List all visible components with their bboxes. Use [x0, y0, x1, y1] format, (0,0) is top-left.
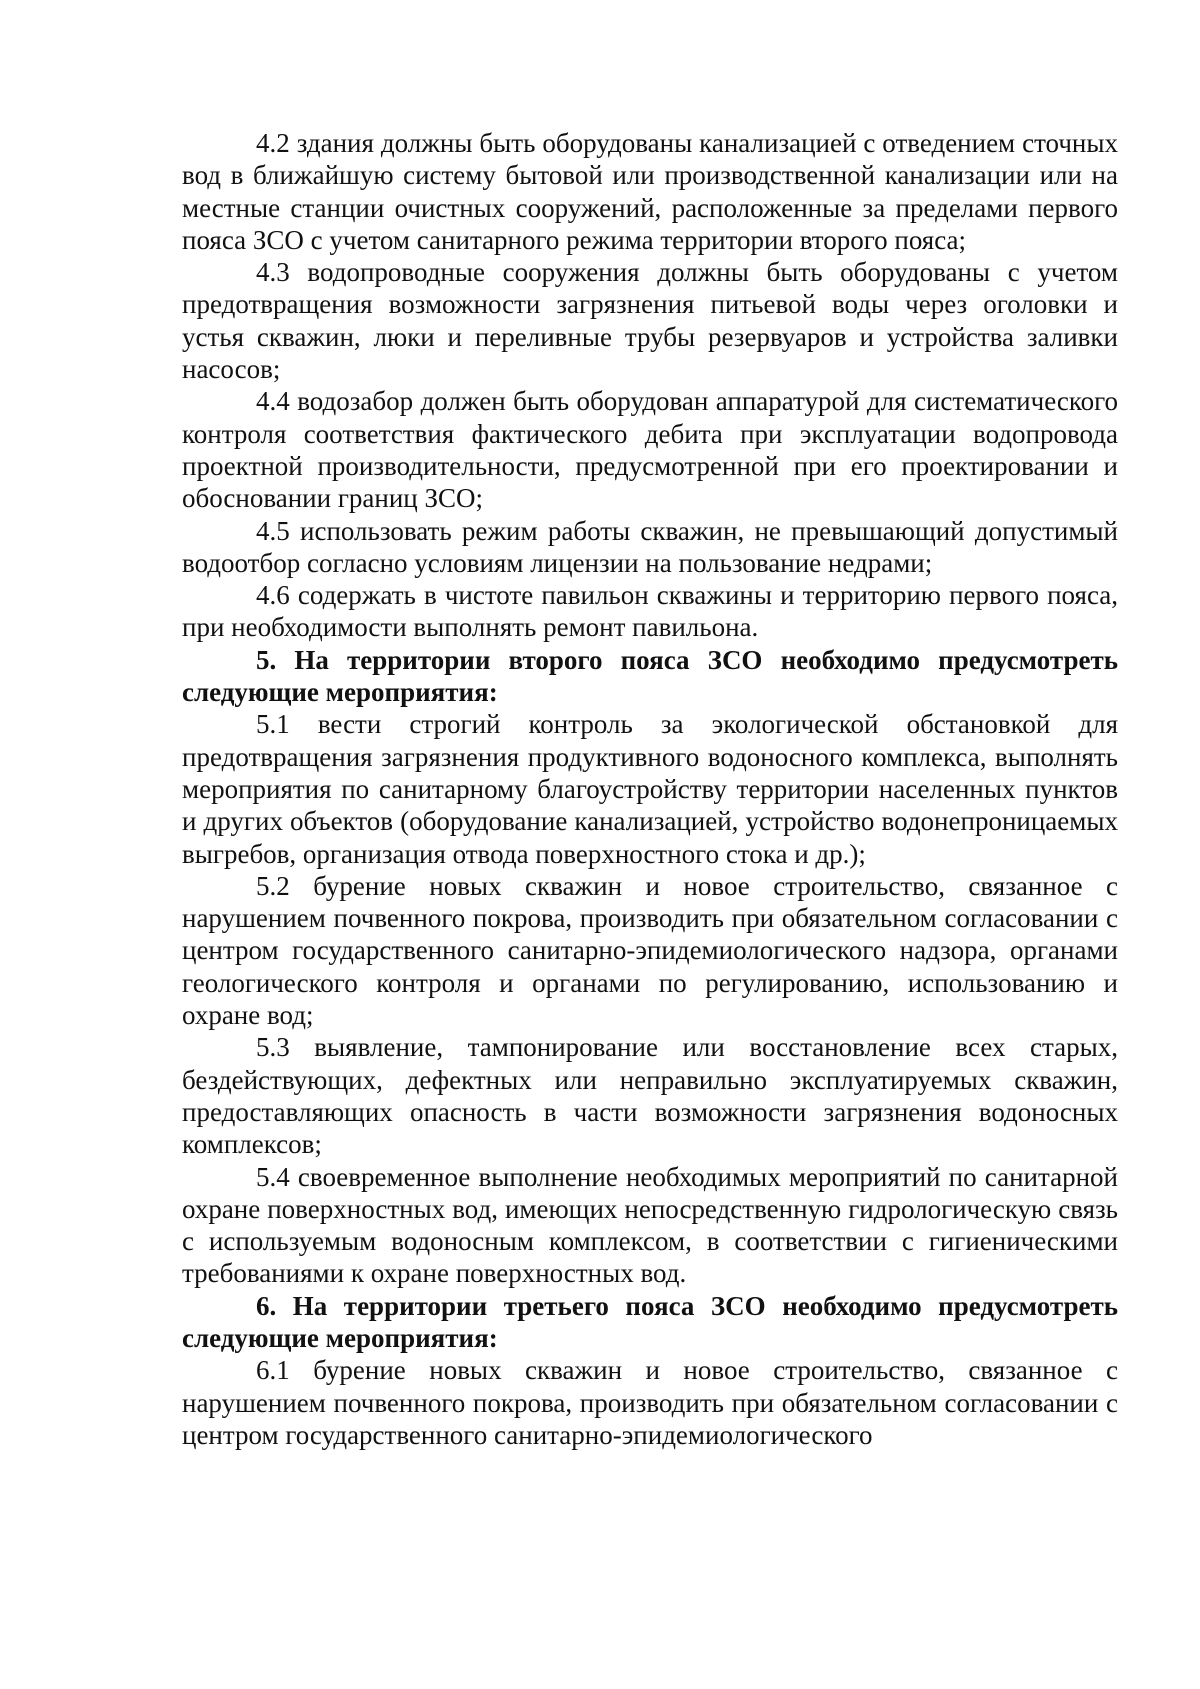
paragraph-4-4: 4.4 водозабор должен быть оборудован аппаратурой для систематического контроля соответствия фактического дебита при эксплуатации водопровода проектной производительности, предусмотренной при его проектировании и обосновании границ ЗСО;	[182, 386, 1118, 514]
paragraph-5-3: 5.3 выявление, тампонирование или восстановление всех старых, бездействующих, дефектных или неправильно эксплуатируемых скважин, предоставляющих опасность в части возможности загрязнения водоносных комплексов;	[182, 1032, 1118, 1160]
paragraph-4-2: 4.2 здания должны быть оборудованы канализацией с отведением сточных вод в ближайшую систему бытовой или производственной канализации или на местные станции очистных сооружений, расположенные за пределами первого пояса ЗСО с учетом санитарного режима территории второго пояса;	[182, 128, 1118, 255]
paragraph-5-4: 5.4 своевременное выполнение необходимых мероприятий по санитарной охране поверхностных вод, имеющих непосредственную гидрологическую связь с используемым водоносным комплексом, в соответствии с гигиеническими требованиями к охране поверхностных вод.	[182, 1161, 1118, 1289]
paragraph-4-3: 4.3 водопроводные сооружения должны быть оборудованы с учетом предотвращения возможности загрязнения питьевой воды через оголовки и устья скважин, люки и переливные трубы резервуаров и устройства заливки насосов;	[182, 257, 1118, 385]
paragraph-5-2: 5.2 бурение новых скважин и новое строительство, связанное с нарушением почвенного покрова, производить при обязательном согласовании с центром государственного санитарно-эпидемиологического надзора, органами геологического контроля и органами по регулированию, использованию и охране вод;	[182, 870, 1118, 1031]
paragraph-4-5: 4.5 использовать режим работы скважин, не превышающий допустимый водоотбор согласно условиям лицензии на пользование недрами;	[182, 515, 1118, 578]
document-page	[182, 127, 1118, 1451]
section-5-heading: 5. На территории второго пояса ЗСО необходимо предусмотреть следующие мероприятия:	[182, 644, 1118, 708]
paragraph-5-1: 5.1 вести строгий контроль за экологической обстановкой для предотвращения загрязнения продуктивного водоносного комплекса, выполнять мероприятия по санитарному благоустройству территории населенных пунктов и других объектов (оборудование канализацией, устройство водонепроницаемых выгребов, организация отвода поверхностного стока и др.);	[182, 709, 1118, 869]
paragraph-6-1: 6.1 бурение новых скважин и новое строительство, связанное с нарушением почвенного покрова, производить при обязательном согласовании с центром государственного санитарно-эпидемиологического	[182, 1355, 1118, 1450]
section-6-heading: 6. На территории третьего пояса ЗСО необходимо предусмотреть следующие мероприятия:	[182, 1290, 1118, 1353]
paragraph-4-6: 4.6 содержать в чистоте павильон скважины и территорию первого пояса, при необходимости выполнять ремонт павильона.	[182, 580, 1118, 643]
